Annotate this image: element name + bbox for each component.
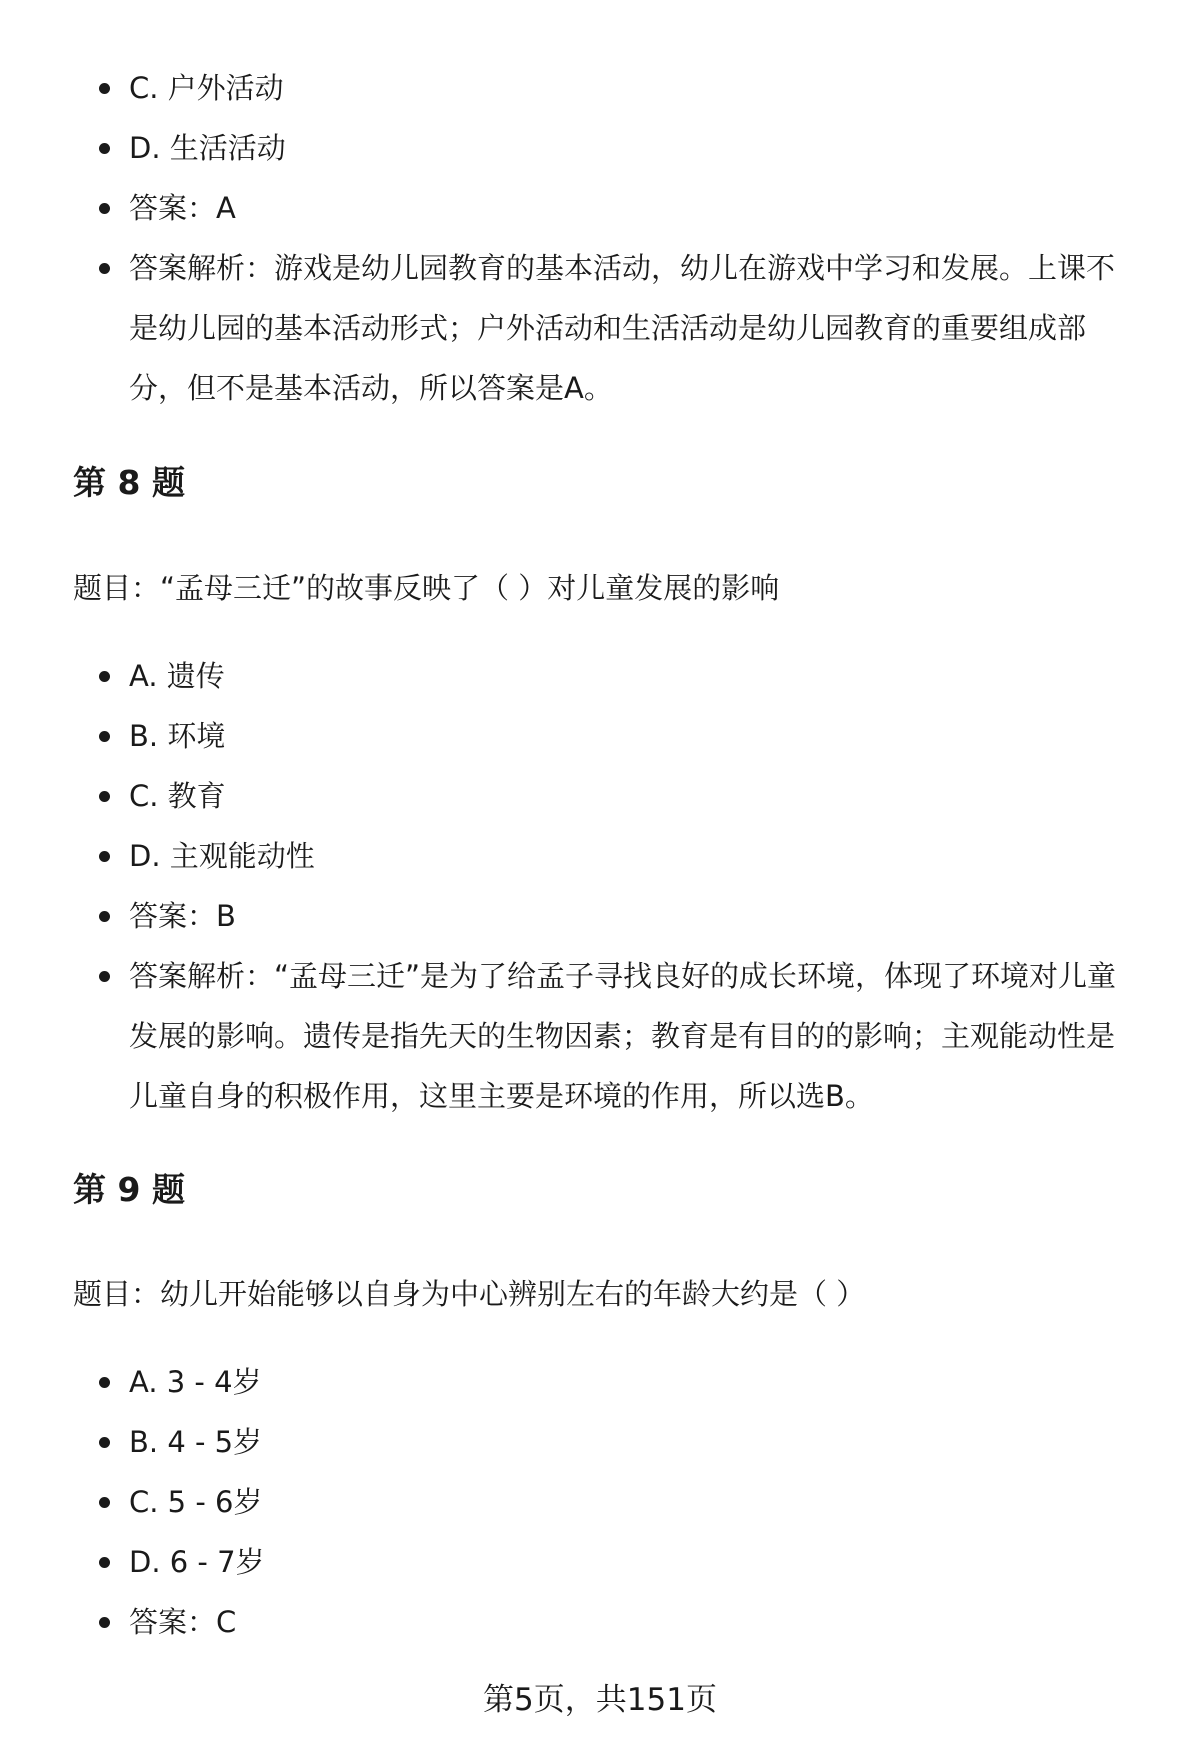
question-8-options-list (0, 646, 1141, 1126)
question-7-options-list (0, 58, 1141, 418)
page-number-footer: 第5页，共151页 (483, 1682, 717, 1718)
q7-answer-explanation: 答案解析：游戏是幼儿园教育的基本活动，幼儿在游戏中学习和发展。上课不是幼儿园的基本活动形式；户外活动和生活活动是幼儿园教育的重要组成部分，但不是基本活动，所以答案是A。 (73, 238, 1141, 418)
question-9-title: 第 9 题 (73, 1170, 185, 1209)
q9-option-b: B. 4 - 5岁 (73, 1412, 1141, 1472)
question-9-options-list (0, 1352, 1141, 1652)
q9-option-a: A. 3 - 4岁 (73, 1352, 1141, 1412)
q8-option-a: A. 遗传 (73, 646, 1141, 706)
q8-answer: 答案：B (73, 886, 1141, 946)
question-8-stem: 题目：“孟母三迁”的故事反映了（ ）对儿童发展的影响 (73, 571, 780, 605)
q7-option-c: C. 户外活动 (73, 58, 1141, 118)
q8-option-c: C. 教育 (73, 766, 1141, 826)
q7-option-d: D. 生活活动 (73, 118, 1141, 178)
q8-option-d: D. 主观能动性 (73, 826, 1141, 886)
q8-answer-explanation: 答案解析：“孟母三迁”是为了给孟子寻找良好的成长环境，体现了环境对儿童发展的影响。遗传是指先天的生物因素；教育是有目的的影响；主观能动性是儿童自身的积极作用，这里主要是环境的作用，所以选B。 (73, 946, 1141, 1126)
q7-answer: 答案：A (73, 178, 1141, 238)
question-9-stem: 题目：幼儿开始能够以自身为中心辨别左右的年龄大约是（ ） (73, 1277, 866, 1311)
q9-option-d: D. 6 - 7岁 (73, 1532, 1141, 1592)
question-8-title: 第 8 题 (73, 463, 185, 502)
q8-option-b: B. 环境 (73, 706, 1141, 766)
q9-answer: 答案：C (73, 1592, 1141, 1652)
q9-option-c: C. 5 - 6岁 (73, 1472, 1141, 1532)
